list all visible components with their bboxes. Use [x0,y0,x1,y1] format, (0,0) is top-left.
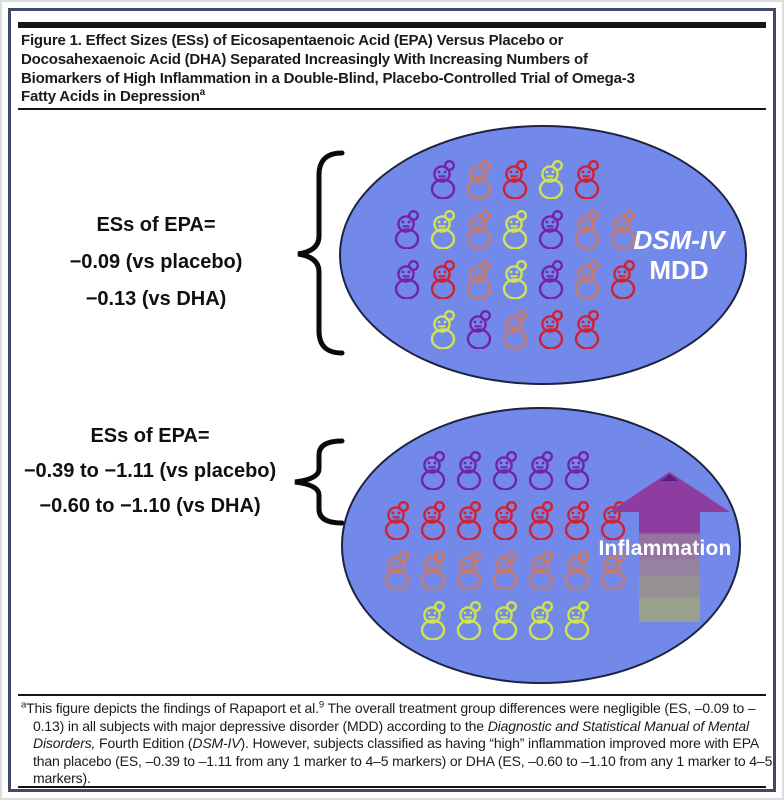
person-icon [464,259,494,299]
person-icon [526,600,556,640]
person-icon [392,259,422,299]
person-icon [536,309,566,349]
upper-person-grid [392,159,638,359]
lower-effect-size-label [19,419,281,524]
person-icon [382,500,412,540]
footnote-divider [18,694,766,696]
person-icon [500,259,530,299]
person-icon [500,209,530,249]
person-icon [464,209,494,249]
text-line: −0.39 to −1.11 (vs placebo) [23,460,277,482]
text-line: −0.13 (vs DHA) [85,288,227,310]
title-top-bar [18,22,766,28]
person-icon [572,259,602,299]
person-icon-row [392,209,638,249]
person-icon [418,600,448,640]
dsm-iv-text: DSM-IV [633,225,725,255]
mdd-text: MDD [649,255,709,285]
inflammation-label: Inflammation [598,537,732,560]
person-icon [526,450,556,490]
footnote-text: This figure depicts the findings of Rapaport et al.$^9$ The overall treatment group differences were negligible (ES, –0.09 to –0.13) in all subjects with major depressive disorder (MDD) according to the Diagnostic and Statistical Manual of Mental Disorders, Fourth Edition (DSM-IV). However, subjects classified as having “high” inflammation improved more with EPA than placebo (ES, –0.39 to –1.11 from any 1 marker to 4–5 markers) or DHA (ES, –0.60 to –1.10 from any 1 marker to 4–5 markers). [26,699,773,786]
person-icon [418,500,448,540]
footnote-marker: a [21,699,27,711]
person-icon [562,600,592,640]
person-icon [464,159,494,199]
person-icon-row [392,309,638,349]
person-icon [572,159,602,199]
person-icon [428,209,458,249]
text-line: Fatty Acids in Depression$^a$ [21,87,206,106]
title-divider [18,108,766,110]
person-icon-row [382,500,628,540]
text-line: Docosahexaenoic Acid (DHA) Separated Increasingly With Increasing Numbers of [21,50,588,68]
person-icon [526,500,556,540]
footnote [21,700,777,788]
person-icon [454,550,484,590]
person-icon [418,550,448,590]
person-icon [382,550,412,590]
bottom-divider [18,786,766,788]
dsm-mdd-label [617,225,741,285]
person-icon-row [382,450,628,490]
person-icon [490,500,520,540]
person-icon [428,159,458,199]
person-icon-row [392,259,638,299]
person-icon [572,309,602,349]
text-line: ESs of EPA= [90,425,210,447]
person-icon [428,259,458,299]
text-line: −0.09 (vs placebo) [69,251,243,273]
person-icon [392,209,422,249]
person-icon [500,159,530,199]
person-icon [418,450,448,490]
person-icon [490,600,520,640]
person-icon [454,450,484,490]
person-icon-row [382,600,628,640]
person-icon [562,500,592,540]
person-icon [428,309,458,349]
high-inflammation-ellipse [341,407,741,684]
figure-title [21,32,767,107]
figure-panel [8,8,776,792]
person-icon [572,209,602,249]
person-icon [464,309,494,349]
person-icon-row [392,159,638,199]
person-icon [536,209,566,249]
person-icon [490,550,520,590]
person-icon [490,450,520,490]
text-line: ESs of EPA= [96,214,216,236]
text-line: −0.60 to −1.10 (vs DHA) [39,495,261,517]
person-icon [536,159,566,199]
upper-effect-size-label [31,207,281,318]
person-icon [536,259,566,299]
person-icon [454,500,484,540]
text-line: Biomarkers of High Inflammation in a Double-Blind, Placebo-Controlled Trial of Omega-3 [21,69,635,87]
mdd-population-ellipse [339,125,747,385]
person-icon [562,450,592,490]
lower-brace [286,436,348,528]
person-icon [500,309,530,349]
person-icon [454,600,484,640]
text-line: Figure 1. Effect Sizes (ESs) of Eicosapentaenoic Acid (EPA) Versus Placebo or [21,32,564,49]
